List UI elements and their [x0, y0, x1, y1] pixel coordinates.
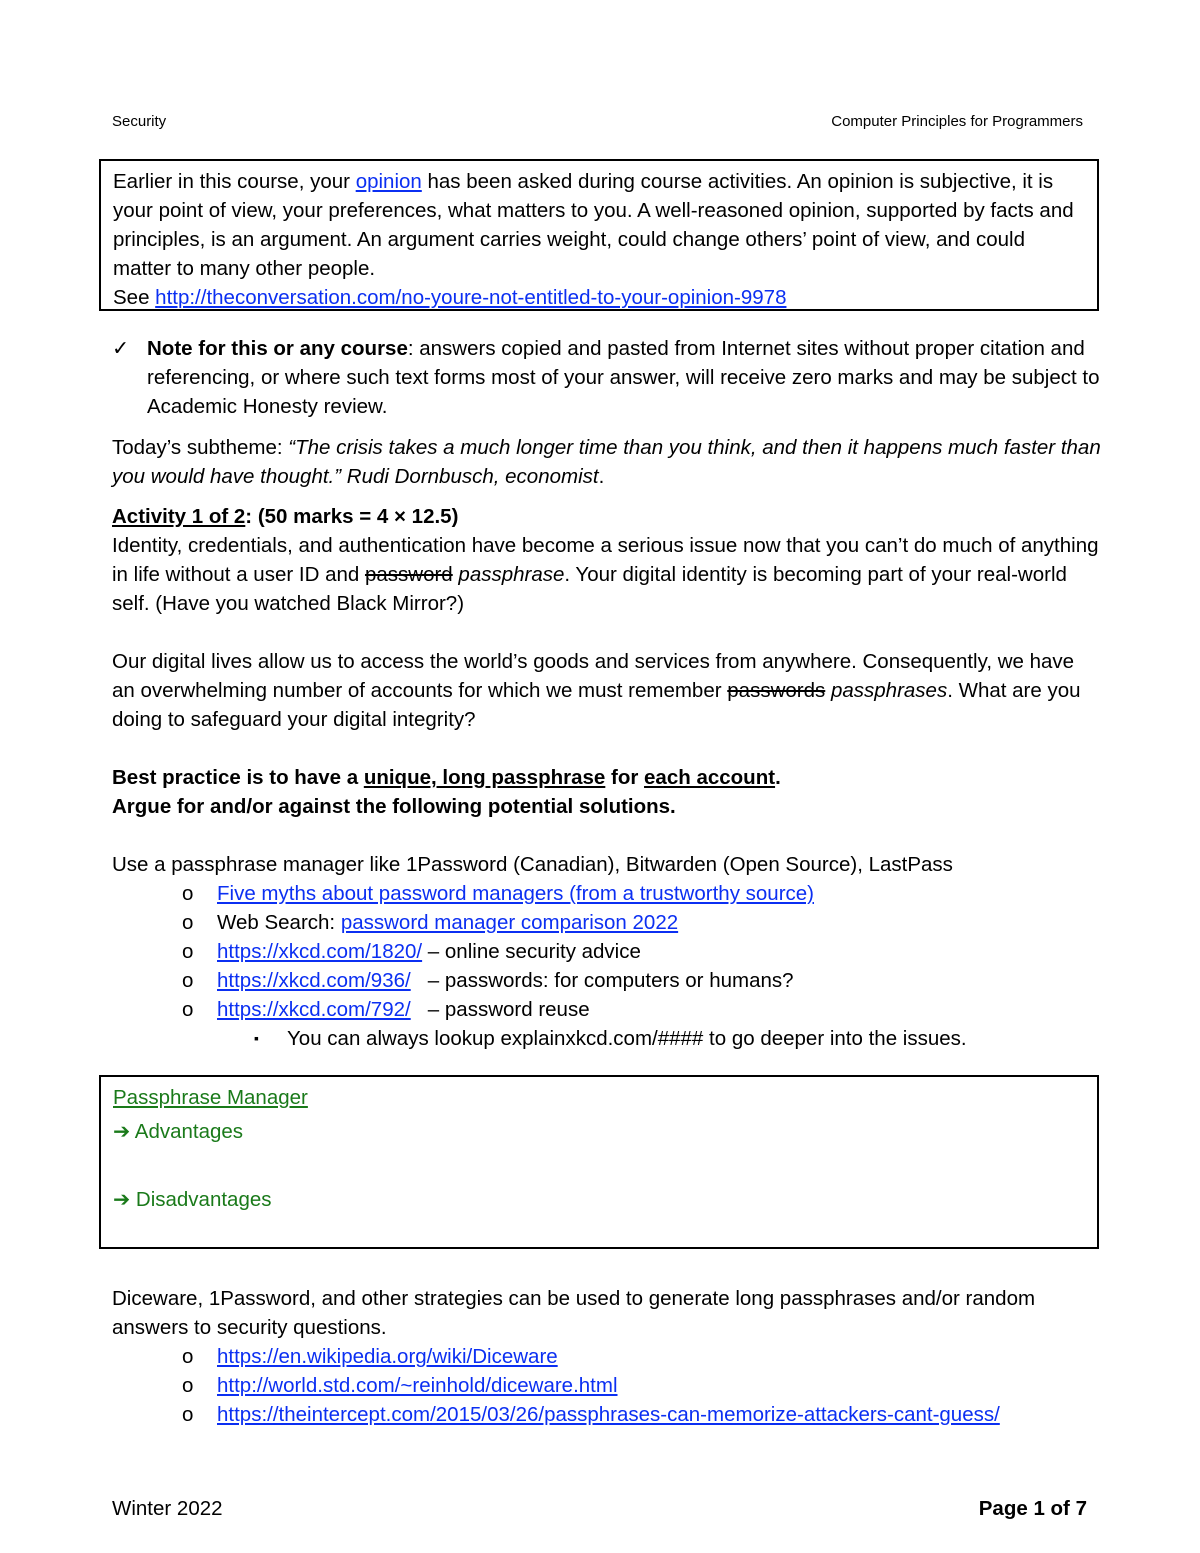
- bullet-icon: o: [182, 1345, 194, 1368]
- bp-text-2: for: [605, 766, 645, 789]
- arrow-right-icon: ➔: [113, 1188, 131, 1211]
- wikipedia-diceware-link[interactable]: https://en.wikipedia.org/wiki/Diceware: [217, 1345, 558, 1368]
- bp-text-3: .: [775, 766, 781, 789]
- xkcd-792-link[interactable]: https://xkcd.com/792/: [217, 998, 411, 1021]
- checkmark-icon: ✓: [112, 337, 130, 360]
- xkcd-1820-link[interactable]: https://xkcd.com/1820/: [217, 940, 423, 963]
- best-practice: [112, 763, 1102, 792]
- explainxkcd-text: You can always lookup explainxkcd.com/#### to go deeper into the issues.: [287, 1027, 967, 1050]
- p2-strike: passwords: [727, 679, 826, 702]
- bullet-icon: o: [182, 998, 194, 1021]
- bullet-icon: o: [182, 911, 194, 934]
- xkcd-1820-desc: – online security advice: [422, 940, 641, 963]
- argue-line: [112, 792, 1102, 821]
- note-text: : answers copied and pasted from Internet sites without proper citation and referencing, or where such text forms most of your answer, will receive zero marks and may be subject to Academic Honesty review.: [147, 337, 1100, 418]
- arrow-right-icon: ➔: [113, 1120, 131, 1143]
- activity-paragraph-1: [112, 531, 1102, 618]
- intercept-link[interactable]: https://theintercept.com/2015/03/26/passphrases-can-memorize-attackers-cant-guess/: [217, 1403, 1000, 1426]
- subtheme-end: .: [598, 465, 605, 488]
- xkcd-936-link[interactable]: https://xkcd.com/936/: [217, 969, 411, 992]
- list-item: [112, 966, 1102, 995]
- bp-unique: unique, long passphrase: [363, 766, 606, 789]
- subtheme: [112, 433, 1102, 491]
- answer-box[interactable]: [99, 1075, 1099, 1249]
- square-bullet-icon: ▪: [254, 1030, 259, 1046]
- see-label: See: [113, 286, 156, 309]
- opinion-text-2: has been asked during course activities. An opinion is subjective, it is your point of view, your preferences, what matters to you. A well-reasoned opinion, supported by facts and principles, is an argument. An argument carries weight, could change others’ point of view, and could matter to many other people.: [113, 170, 1074, 280]
- bp-each-account: each account: [644, 766, 776, 789]
- p1-strike: password: [364, 563, 453, 586]
- list-item: [112, 1400, 1102, 1429]
- list-item: [112, 1371, 1102, 1400]
- list-item: [112, 1342, 1102, 1371]
- disadvantages-label: Disadvantages: [135, 1188, 272, 1211]
- opinion-box: [99, 159, 1099, 311]
- activity-marks: : (50 marks = 4 × 12.5): [245, 505, 459, 528]
- subtheme-label: Today’s subtheme:: [112, 436, 289, 459]
- advantages-label: Advantages: [134, 1120, 244, 1143]
- argue-text: Argue for and/or against the following potential solutions.: [112, 795, 676, 818]
- bullet-icon: o: [182, 940, 194, 963]
- list-item: [112, 937, 1102, 966]
- note-section: [112, 334, 1102, 421]
- bullet-icon: o: [182, 882, 194, 905]
- myths-link[interactable]: Five myths about password managers (from a trustworthy source): [217, 882, 814, 905]
- p2-text-a: Our digital lives allow us to access the world’s goods and services from anywhere. Consequently, we have an overwhelming number of accounts for which we must remember: [112, 650, 1075, 702]
- p2-text-b: . What are you doing to safeguard your digital integrity?: [112, 679, 1081, 731]
- bullet-icon: o: [182, 969, 194, 992]
- xkcd-792-desc: – password reuse: [410, 998, 590, 1021]
- opinion-link[interactable]: opinion: [355, 170, 422, 193]
- diceware-section: [112, 1284, 1102, 1429]
- xkcd-936-desc: – passwords: for computers or humans?: [410, 969, 794, 992]
- diceware-text: Diceware, 1Password, and other strategies can be used to generate long passphrases and/or random answers to security questions.: [112, 1287, 1036, 1339]
- activity-paragraph-2: [112, 647, 1102, 734]
- opinion-text-1: Earlier in this course, your: [113, 170, 356, 193]
- activity-section: [112, 502, 1102, 1053]
- p2-italic: passphrases: [825, 679, 948, 702]
- answer-box-title: Passphrase Manager: [113, 1086, 308, 1109]
- p1-italic: passphrase: [452, 563, 565, 586]
- web-search-label: Web Search:: [217, 911, 341, 934]
- footer-term: Winter 2022: [112, 1497, 223, 1520]
- header-left: Security: [112, 113, 167, 130]
- footer-page-number: Page 1 of 7: [978, 1497, 1087, 1520]
- list-item: [112, 995, 1102, 1024]
- p1-text-a: Identity, credentials, and authentication have become a serious issue now that you can’t do much of anything in life without a user ID and: [112, 534, 1099, 586]
- subtheme-quote: “The crisis takes a much longer time than you think, and then it happens much faster than you would have thought.” Rudi Dornbusch, economist: [112, 436, 1101, 488]
- note-label: Note for this or any course: [147, 337, 408, 360]
- list-item: [112, 908, 1102, 937]
- p1-text-b: . Your digital identity is becoming part of your real-world self. (Have you watched Black Mirror?): [112, 563, 1067, 615]
- comparison-link[interactable]: password manager comparison 2022: [340, 911, 679, 934]
- conversation-link[interactable]: http://theconversation.com/no-youre-not-entitled-to-your-opinion-9978: [155, 286, 787, 309]
- activity-title: Activity 1 of 2: [112, 505, 246, 528]
- bp-text-1: Best practice is to have a: [112, 766, 364, 789]
- list-item: [112, 879, 1102, 908]
- sub-list-item: [112, 1024, 1102, 1053]
- activity-heading: [112, 502, 1102, 531]
- header-right: Computer Principles for Programmers: [831, 113, 1083, 130]
- std-diceware-link[interactable]: http://world.std.com/~reinhold/diceware.html: [217, 1374, 618, 1397]
- bullet-icon: o: [182, 1403, 194, 1426]
- bullet-icon: o: [182, 1374, 194, 1397]
- use-manager-line: Use a passphrase manager like 1Password (Canadian), Bitwarden (Open Source), LastPass: [112, 853, 953, 876]
